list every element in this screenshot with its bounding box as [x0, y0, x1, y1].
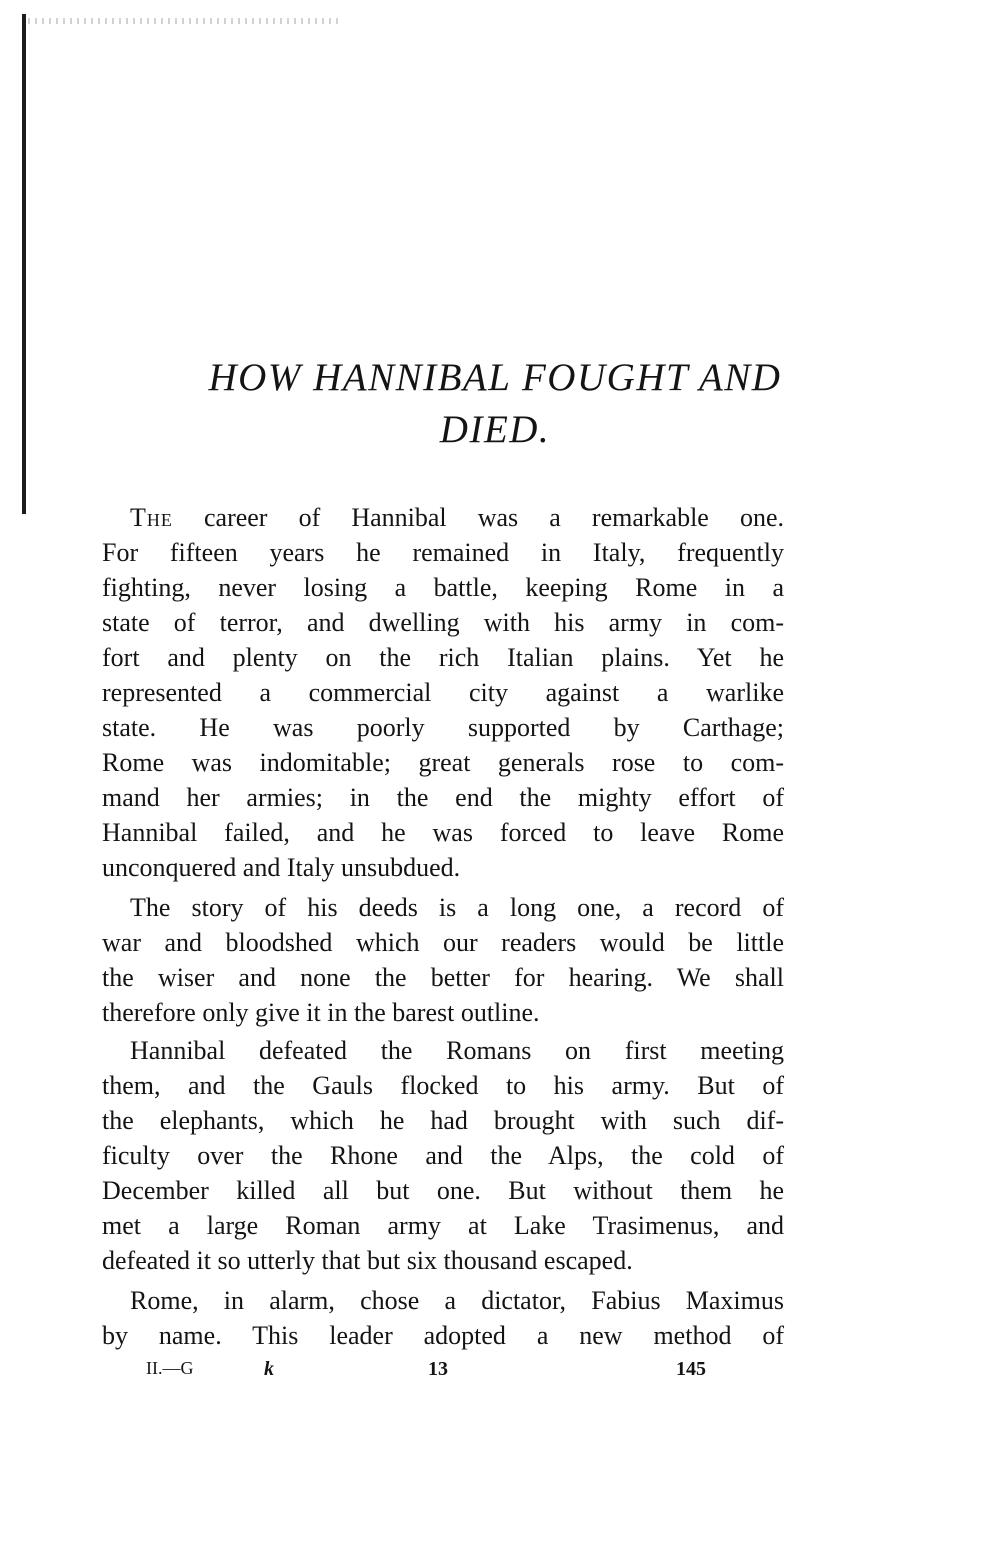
chapter-title-line-1: HOW HANNIBAL FOUGHT AND	[208, 356, 782, 399]
body-line: met a large Roman army at Lake Trasimenus, and	[102, 1211, 784, 1240]
body-line: mand her armies; in the end the mighty effort of	[102, 783, 784, 812]
body-line: Rome, in alarm, chose a dictator, Fabius Maximus	[130, 1286, 784, 1315]
body-line: by name. This leader adopted a new method of	[102, 1321, 784, 1350]
chapter-title-line-2: DIED.	[439, 408, 551, 451]
body-line: Rome was indomitable; great generals rose to com-	[102, 748, 784, 777]
body-line: fighting, never losing a battle, keeping Rome in a	[102, 573, 784, 602]
body-line: represented a commercial city against a warlike	[102, 678, 784, 707]
gathering-number: 13	[428, 1358, 448, 1380]
lead-word: The	[130, 503, 173, 532]
body-line: state of terror, and dwelling with his army in com-	[102, 608, 784, 637]
body-line: defeated it so utterly that but six thousand escaped.	[102, 1246, 633, 1275]
body-line: state. He was poorly supported by Carthage;	[102, 713, 784, 742]
scan-speckle	[28, 18, 338, 24]
body-line: unconquered and Italy unsubdued.	[102, 853, 461, 882]
body-line: ficulty over the Rhone and the Alps, the cold of	[102, 1141, 784, 1170]
body-line: them, and the Gauls flocked to his army. But of	[102, 1071, 784, 1100]
body-line: the elephants, which he had brought with such dif-	[102, 1106, 784, 1135]
body-line: Hannibal failed, and he was forced to leave Rome	[102, 818, 784, 847]
page-number: 145	[676, 1358, 706, 1380]
body-line: the wiser and none the better for hearing. We shall	[102, 963, 784, 992]
signature-letter: k	[264, 1358, 274, 1380]
body-line: The career of Hannibal was a remarkable one.	[130, 503, 784, 532]
body-line: December killed all but one. But without them he	[102, 1176, 784, 1205]
body-line: For fifteen years he remained in Italy, frequently	[102, 538, 784, 567]
signature-mark: II.—G	[146, 1358, 194, 1378]
body-line: Hannibal defeated the Romans on first meeting	[130, 1036, 784, 1065]
body-line: fort and plenty on the rich Italian plains. Yet he	[102, 643, 784, 672]
binding-edge	[22, 14, 26, 514]
body-line: war and bloodshed which our readers would be little	[102, 928, 784, 957]
body-line: The story of his deeds is a long one, a record of	[130, 893, 784, 922]
body-line: therefore only give it in the barest outline.	[102, 998, 540, 1027]
